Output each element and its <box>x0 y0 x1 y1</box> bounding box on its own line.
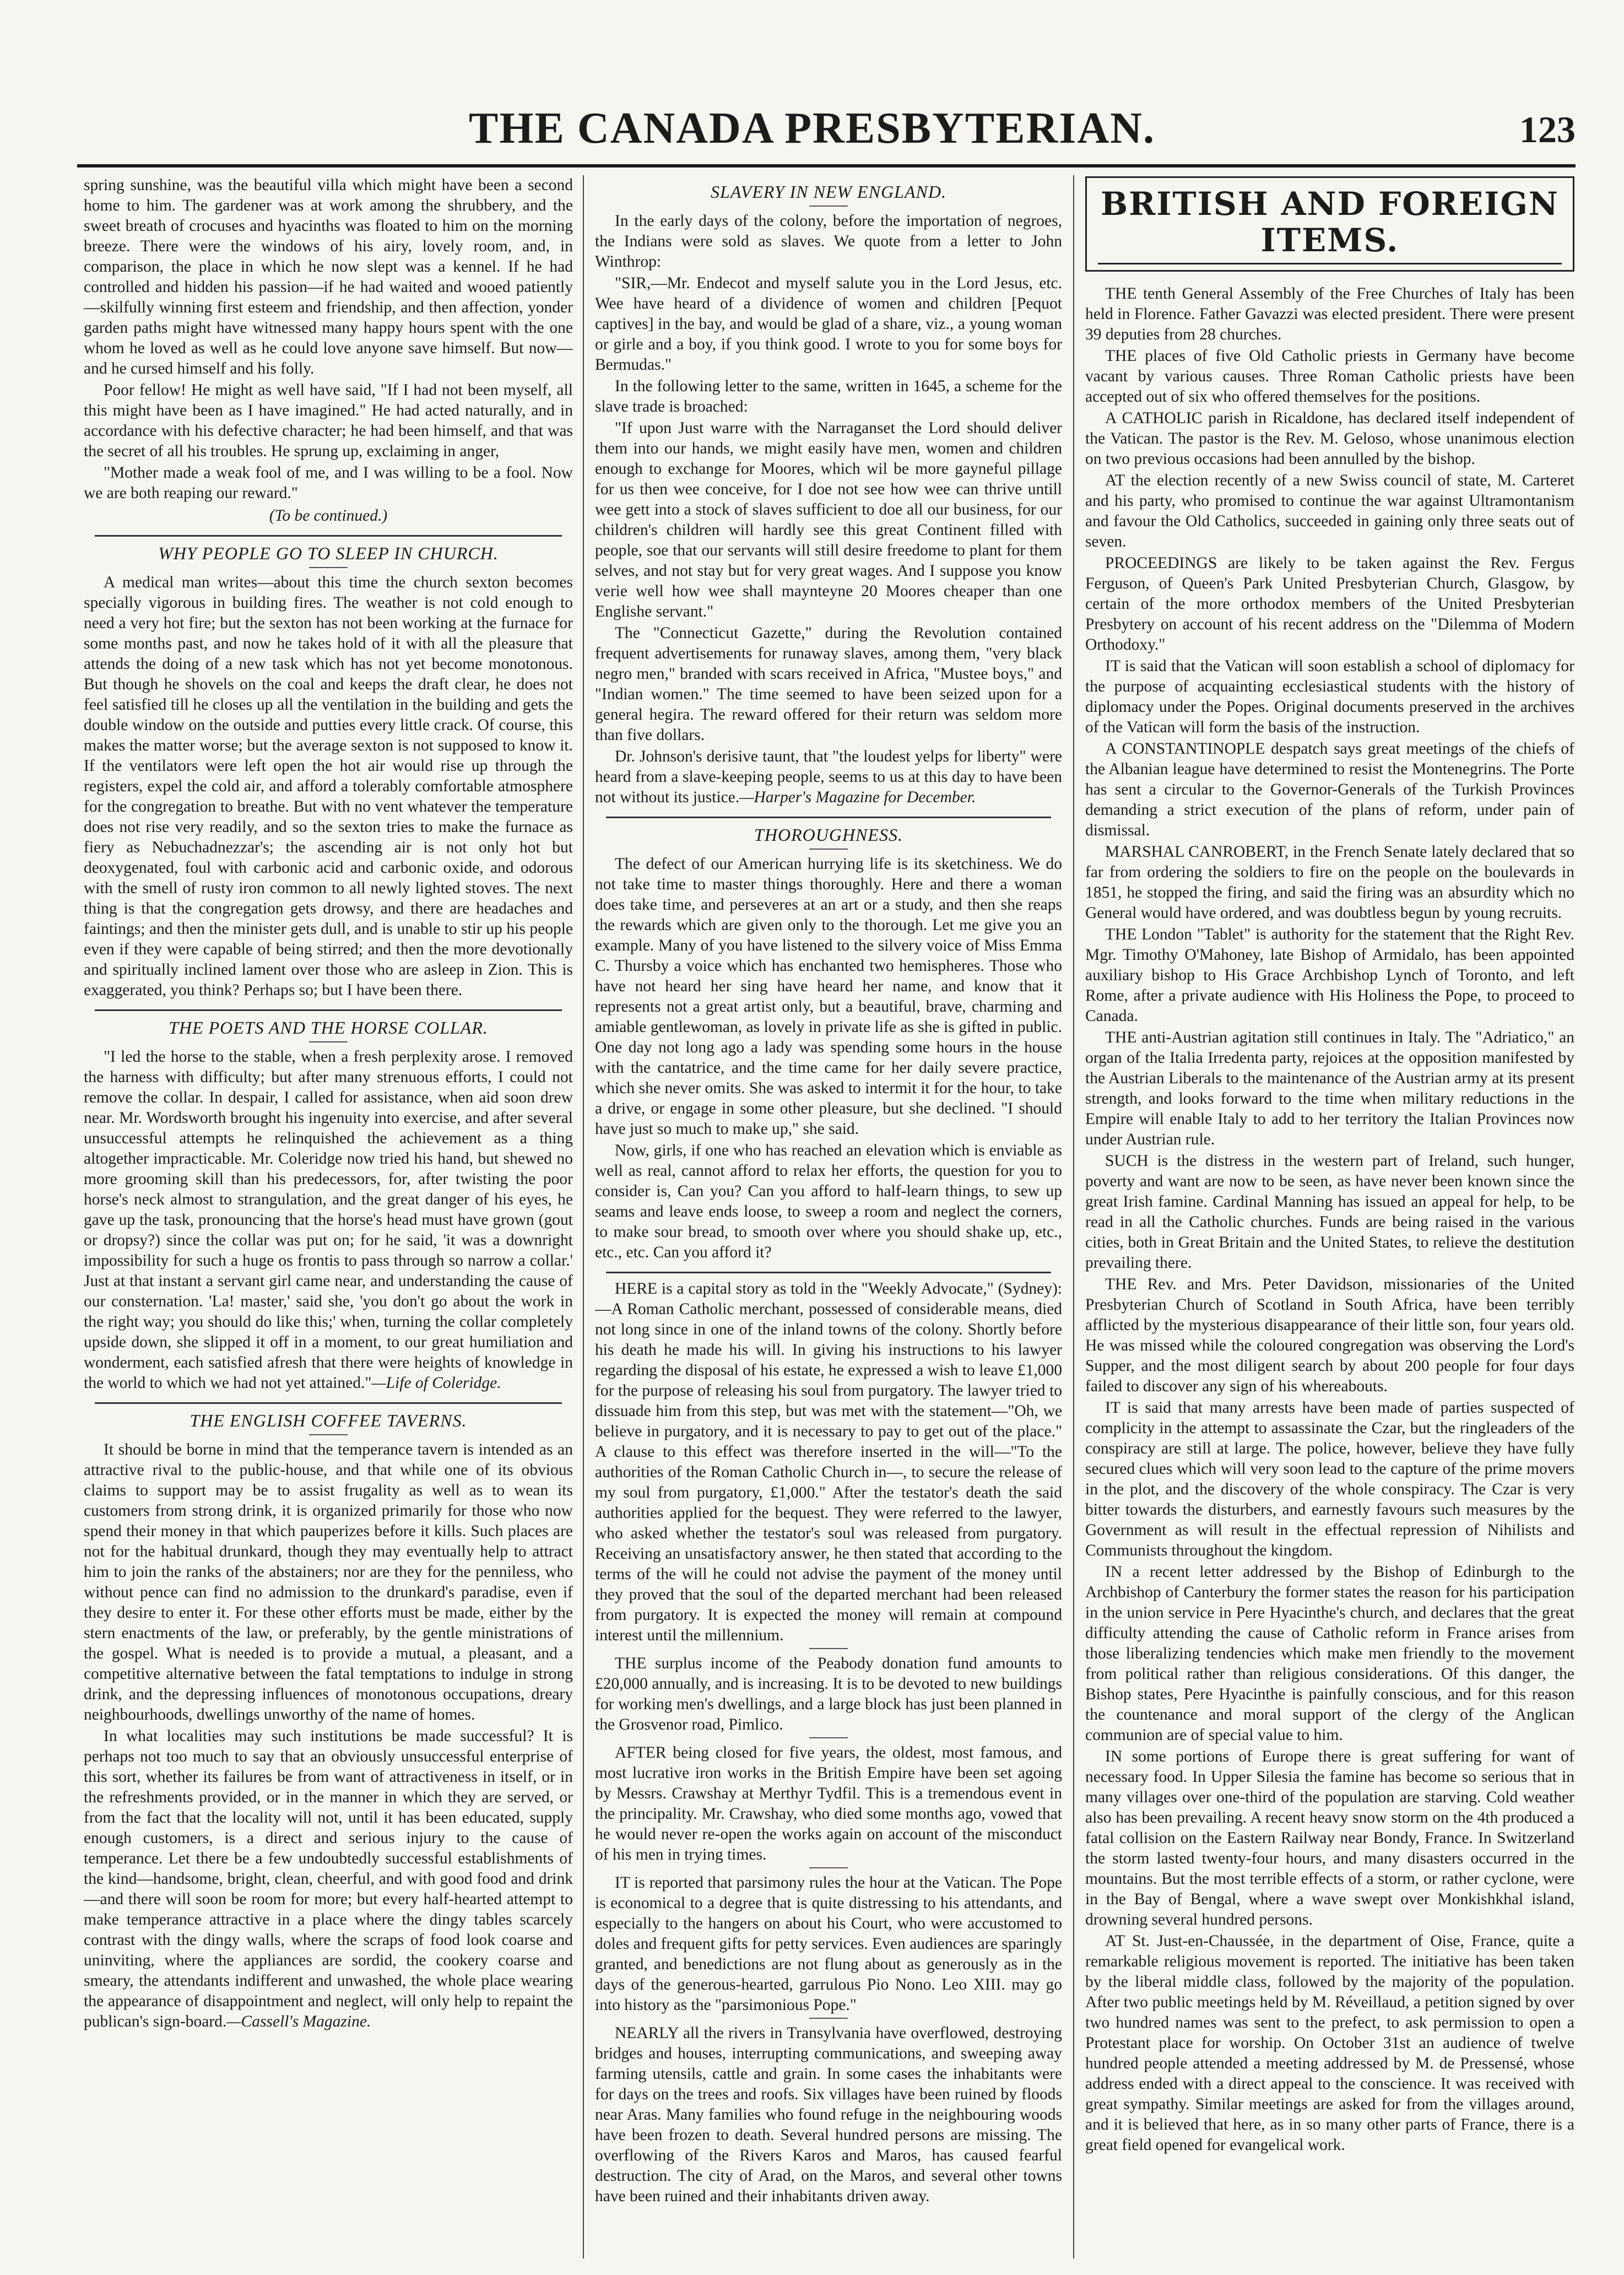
section-banner <box>1085 176 1574 272</box>
newspaper-title: THE CANADA PRESBYTERIAN. <box>469 104 1155 153</box>
item-rule <box>809 1737 848 1738</box>
news-item: A CATHOLIC parish in Ricaldone, has declared itself independent of the Vatican. The pastor is the Rev. M. Geloso, whose unanimous election on two previous occasions had been annulled by the bishop. <box>1085 409 1574 468</box>
section-separator <box>606 1272 1051 1273</box>
citation: —Harper's Magazine for December. <box>739 788 976 806</box>
article-title-thoroughness: THOROUGHNESS. <box>754 825 903 845</box>
item-rule <box>809 1648 848 1649</box>
news-item: IN a recent letter addressed by the Bishop of Edinburgh to the Archbishop of Canterbury the former states the reason for his participation in the union service in Pere Hyacinthe's church, and declares that the great difficulty attending the cause of Catholic reform in France arises from those liberalizing tendencies which make men friendly to the movement from political rather than religious considerations. Of this danger, the Bishop states, Pere Hyacinthe is painfully conscious, and for this reason the countenance and moral support of the clergy of the Anglican communion are of special value to him. <box>1085 1563 1574 1744</box>
header-rule <box>77 164 1576 167</box>
citation: —Life of Coleridge. <box>371 1374 501 1392</box>
news-item: MARSHAL CANROBERT, in the French Senate lately declared that so far from ordering the soldiers to fire on the people on the boulevards in 1851, he stopped the firing, and said the firing was an absurdity which no General would have ordered, and was doubtless begun by young recruits. <box>1085 843 1574 922</box>
page-header <box>0 0 1624 171</box>
news-item: NEARLY all the rivers in Transylvania have overflowed, destroying bridges and houses, interrupting communications, and sweeping away farming utensils, cattle and grain. In some cases the inhabitants were for days on the trees and roofs. Six villages have been ruined by floods near Aras. Many families who found refuge in the neighbouring woods have been frozen to death. Several hundred persons are missing. The overflowing of the Rivers Karos and Maros, has caused fearful destruction. The city of Arad, on the Maros, and several other towns have been ruined and their inhabitants driven away. <box>595 2024 1062 2205</box>
article-paragraph: In the early days of the colony, before the importation of negroes, the Indians were sold as slaves. We quote from a letter to John Winthrop: <box>595 212 1062 271</box>
news-item: THE anti-Austrian agitation still continues in Italy. The "Adriatico," an organ of the Italia Irredenta party, rejoices at the opposition manifested by the Austrian Liberals to the maintenance of the Austrian army at its present strength, and looks forward to the time when military reductions in the Empire will enable Italy to add to her territory the Italian Provinces now under Austrian rule. <box>1085 1029 1574 1148</box>
article-title-poets: THE POETS AND THE HORSE COLLAR. <box>169 1018 488 1037</box>
article-paragraph: In the following letter to the same, written in 1645, a scheme for the slave trade is broached: <box>595 377 1062 415</box>
story-paragraph: Poor fellow! He might as well have said, "If I had not been myself, all this might have been as I have imagined." He had acted naturally, and in accordance with his defective character; he had been himself, and that was the secret of all his troubles. He sprung up, exclaiming in anger, <box>84 381 573 460</box>
banner-title: BRITISH AND FOREIGN ITEMS. <box>1101 185 1559 259</box>
article-paragraph: "If upon Just warre with the Narraganset the Lord should deliver them into our hands, we might easily have men, women and children enough to exchange for Moores, which wil be more gayneful pillage for us then wee conceive, for I doe not see how wee can thrive untill wee gett into a stock of slaves sufficient to doe all our business, for our children's children will hardly see this great Continent filled with people, soe that our servants will still desire freedome to plant for them selves, and not stay but for very great wages. And I suppose you know verie well how wee shall maynteyne 20 Moores cheaper than one Englishe servant." <box>595 419 1062 620</box>
title-rule <box>309 1434 348 1435</box>
news-item: AT St. Just-en-Chaussée, in the department of Oise, France, quite a remarkable religious movement is reported. The initiative has been taken by the liberal middle class, followed by the majority of the population. After two public meetings held by M. Réveillaud, a petition signed by over two hundred names was sent to the prefect, to ask permission to open a Protestant place for worship. On October 31st an audience of twelve hundred people attended a meeting addressed by M. de Pressensé, whose address ended with a direct appeal to the conscience. It was received with great sympathy. Similar meetings are asked for from the villages around, and it is believed that here, as in so many other parts of France, there is a great field opened for evangelical work. <box>1085 1932 1574 2154</box>
news-item: PROCEEDINGS are likely to be taken against the Rev. Fergus Ferguson, of Queen's Park United Presbyterian Church, Glasgow, by certain of the more orthodox members of the United Presbyterian Presbytery on account of his recent address on the "Dilemma of Modern Orthodoxy." <box>1085 554 1574 653</box>
section-separator <box>95 1009 562 1011</box>
article-paragraph: A medical man writes—about this time the church sexton becomes specially vigorous in building fires. The weather is not cold enough to need a very hot fire; but the sexton has not been working at the furnace for some months past, and now he takes hold of it with all the pleasure that attends the doing of a new task which has not yet become monotonous. But though he shovels on the coal and keeps the draft clear, he does not feel satisfied till he closes up all the ventilation in the building and gets the double window on the outside and putties every little crack. Of course, this makes the matter worse; but the average sexton is not supposed to know it. If the ventilators were left open the hot air would rise up through the registers, expel the cold air, and afford a tolerably comfortable atmosphere for the congregation to breathe. But with no vent whatever the temperature does not rise very readily, and so the sexton tries to make the furnace as fiery as Nebuchadnezzar's; the ascending air is not only hot but deoxygenated, foul with carbonic acid and carbonic oxide, and odorous with the smell of rusty iron common to all newly lighted stoves. The next thing is that the congregation gets drowsy, and there are headaches and faintings; and then the minister gets dull, and is unable to stir up his people even if they were capable of being stirred; and then the more devotionally and spiritually inclined lament over those who are asleep in Zion. This is exaggerated, you think? Perhaps so; but I have been there. <box>84 574 573 999</box>
news-item: IT is said that the Vatican will soon establish a school of diplomacy for the purpose of acquainting ecclesiastical students with the history of diplomacy under the Popes. Original documents preserved in the archives of the Vatican will form the basis of the instruction. <box>1085 657 1574 736</box>
news-item: SUCH is the distress in the western part of Ireland, such hunger, poverty and want are now to be seen, as have never been known since the great Irish famine. Cardinal Manning has issued an appeal for help, to be read in all the Catholic churches. Funds are being raised in the various cities, both in Great Britain and the United States, to relieve the destitution prevailing there. <box>1085 1152 1574 1272</box>
article-paragraph <box>595 747 1062 808</box>
column-divider <box>583 175 584 2258</box>
news-item: HERE is a capital story as told in the "Weekly Advocate," (Sydney):—A Roman Catholic merchant, possessed of considerable means, died not long since in one of the inland towns of the colony. Shortly before his death he made his will. In giving his instructions to his lawyer regarding the disposal of his estate, he expressed a wish to leave £1,000 for the purpose of releasing his soul from purgatory. The lawyer tried to dissuade him from this step, but was met with the statement—"Oh, we believe in purgatory, and it is necessary to pay to get out of the place." A clause to this effect was therefore inserted in the will—"To the authorities of the Roman Catholic Church in—, to secure the release of my soul from purgatory, £1,000." After the testator's death the said authorities applied for the bequest. They were referred to the lawyer, who asked whether the testator's soul was released from purgatory. Receiving an unsatisfactory answer, he then stated that according to the terms of the will he could not advise the payment of the money until they proved that the soul of the departed merchant had been released from purgatory. It is expected the money will remain at compound interest until the millennium. <box>595 1280 1062 1644</box>
story-paragraph: spring sunshine, was the beautiful villa which might have been a second home to him. The gardener was at work among the shrubbery, and the sweet breath of crocuses and hyacinths was floated to him on the morning breeze. There were the windows of his airy, lovely room, and, in comparison, the place in which he now slept was a kennel. If he had controlled and hidden his passion—if he had waited and wooed patiently—skilfully winning first esteem and friendship, and then affection, yonder garden paths might have witnessed many happy hours spent with the one whom he loved as well as he could love anyone save himself. But now—and he cursed himself and his folly. <box>84 176 573 377</box>
article-text: "I led the horse to the stable, when a fresh perplexity arose. I removed the harness with difficulty; but after many strenuous efforts, I could not remove the collar. In despair, I called for assistance, when aid soon drew near. Mr. Wordsworth brought his ingenuity into exercise, and after several unsuccessful attempts he relinquished the achievement as a thing altogether impracticable. Mr. Coleridge now tried his hand, but shewed no more grooming skill than his predecessors, for, after twisting the poor horse's neck almost to strangulation, and the great danger of his eyes, he gave up the task, pronouncing that the horse's head must have grown (gout or dropsy?) since the collar was put on; for he said, 'it was a downright impossibility for such a huge os frontis to pass through so narrow a collar.' Just at that instant a servant girl came near, and understanding the cause of our consternation. 'La! master,' said she, 'you don't go about the work in the right way; you should do like this;' when, turning the collar completely upside down, she slipped it off in a moment, to our great humiliation and wonderment, each satisfied afresh that there were heights of knowledge in the world to which we had not yet attained." <box>84 1048 573 1392</box>
news-item: THE London "Tablet" is authority for the statement that the Right Rev. Mgr. Timothy O'Mahoney, late Bishop of Armidalo, has been appointed auxiliary bishop to His Grace Archbishop Lynch of Toronto, and left Rome, after a private audience with His Holiness the Pope, to proceed to Canada. <box>1085 926 1574 1025</box>
story-paragraph: "Mother made a weak fool of me, and I was willing to be a fool. Now we are both reaping our reward." <box>84 464 573 502</box>
section-separator <box>95 535 562 537</box>
article-title-coffee: THE ENGLISH COFFEE TAVERNS. <box>190 1411 467 1430</box>
article-title-slavery: SLAVERY IN NEW ENGLAND. <box>711 182 946 202</box>
article-paragraph <box>84 1047 573 1393</box>
article-paragraph: The "Connecticut Gazette," during the Revolution contained frequent advertisements for runaway slaves, among them, "very black negro men," branded with scars received in Africa, "Mustee boys," and "Indian women." The time seemed to have been seized upon for a general hegira. The reward offered for their return was seldom more than five dollars. <box>595 624 1062 744</box>
article-paragraph: The defect of our American hurrying life is its sketchiness. We do not take time to master things thoroughly. Here and there a woman does take time, and perseveres at an art or a study, and then she reaps the rewards which are given only to the thorough. Let me give you an example. Many of you have listened to the silvery voice of Miss Emma C. Thursby a voice which has enchanted two hemispheres. Those who have not heard her sing have heard her name, and know that it represents not a great artist only, but a beautiful, brave, charming and amiable gentlewoman, as lovely in private life as she is gifted in public. One day not long ago a lady was spending some hours in the house with the cantatrice, and the time came for her daily severe practice, which she never omits. She was asked to intermit it for the hour, to take a drive, or engage in some other pleasure, but she declined. "I should have just so much to make up," she said. <box>595 855 1062 1138</box>
news-item: THE places of five Old Catholic priests in Germany have become vacant by various causes. Three Roman Catholic priests have been accepted out of six who offered themselves for the positions. <box>1085 347 1574 406</box>
title-rule <box>309 1041 348 1042</box>
news-item: IT is said that many arrests have been made of parties suspected of complicity in the attempt to assassinate the Czar, but the ringleaders of the conspiracy are still at large. The police, however, believe they have fully secured clues which will very soon lead to the capture of the prime movers in the plot, and the discovery of the whole conspiracy. The Czar is very bitter towards the disturbers, and earnestly favours such measures by the Government as will result in the effectual repression of Nihilists and Communists throughout the kingdom. <box>1085 1399 1574 1559</box>
page-number: 123 <box>1519 109 1576 150</box>
news-item: A CONSTANTINOPLE despatch says great meetings of the chiefs of the Albanian league have determined to resist the Montenegrins. The Porte has sent a circular to the Governor-Generals of the Turkish Provinces demanding a strict execution of the plans of reform, under pain of dismissal. <box>1085 740 1574 839</box>
column-divider <box>1073 175 1074 2258</box>
news-item: AFTER being closed for five years, the oldest, most famous, and most lucrative iron works in the British Empire have been set agoing by Messrs. Crawshay at Merthyr Tydfil. This is a tremendous event in the principality. Mr. Crawshay, who died some months ago, vowed that he would never re-open the works again on account of the misconduct of his men in trying times. <box>595 1744 1062 1863</box>
news-item: THE tenth General Assembly of the Free Churches of Italy has been held in Florence. Father Gavazzi was elected president. There were present 39 deputies from 28 churches. <box>1085 285 1574 343</box>
banner-rule <box>1098 263 1562 264</box>
article-text: Dr. Johnson's derisive taunt, that "the loudest yelps for liberty" were heard from a slave-keeping people, seems to us at this day to have been not without its justice. <box>595 748 1062 806</box>
article-paragraph: "SIR,—Mr. Endecot and myself salute you in the Lord Jesus, etc. Wee have heard of a dividence of women and children [Pequot captives] in the bay, and would be glad of a share, viz., a young woman or girle and a boy, if you think good. I wrote to you for some boys for Bermudas." <box>595 274 1062 374</box>
news-item: THE Rev. and Mrs. Peter Davidson, missionaries of the United Presbyterian Church of Scotland in South Africa, have been terribly afflicted by the mysterious disappearance of their little son, four years old. He was missed while the coloured congregation was observing the Lord's Supper, and the most diligent search by about 200 people for four days failed to discover any sign of his whereabouts. <box>1085 1276 1574 1395</box>
news-item: AT the election recently of a new Swiss council of state, M. Carteret and his party, who promised to continue the war against Ultramontanism and favour the Old Catholics, succeeded in gaining only three seats out of seven. <box>1085 472 1574 550</box>
news-item: THE surplus income of the Peabody donation fund amounts to £20,000 annually, and is increasing. It is to be devoted to new buildings for working men's dwellings, and a large block has just been planned in the Grosvenor road, Pimlico. <box>595 1655 1062 1733</box>
article-title-sleep: WHY PEOPLE GO TO SLEEP IN CHURCH. <box>158 543 499 563</box>
column-1 <box>84 175 573 2258</box>
item-rule <box>809 2018 848 2019</box>
title-rule <box>809 849 848 850</box>
section-separator <box>95 1402 562 1404</box>
article-paragraph: It should be borne in mind that the temperance tavern is intended as an attractive rival to the public-house, and that while one of its obvious claims to support may be to assist frugality as well as to wean its customers from strong drink, it is organized primarily for those who now spend their money in that which pauperizes before it kills. Such places are not for the habitual drunkard, though they may eventually help to attract him to join the ranks of the abstainers; nor are they for the penniless, who without pence can find no admission to the drunkard's paradise, even if they desire to enter it. For these other efforts must be made, either by the stern enactments of the law, or preferably, by the gentle ministrations of the gospel. What is needed is to provide a mutual, a pleasant, and a competitive alternative between the fatal temptations to indulge in strong drink, and the depressing influences of monotonous occupations, dreary neighbourhoods, dwellings unworthy of the name of homes. <box>84 1441 573 1723</box>
item-rule <box>809 1867 848 1868</box>
section-separator <box>606 817 1051 818</box>
news-item: IN some portions of Europe there is great suffering for want of necessary food. In Upper Silesia the famine has become so serious that in many villages over one-third of the population are starving. Cold weather also has been prevailing. A recent heavy snow storm on the 4th produced a fatal collision on the Eastern Railway near Bondy, France. In Switzerland the storm lasted twenty-four hours, and many disasters occurred in the mountains. But the most terrible effects of a storm, or rather cyclone, were in the Bay of Bengal, where a wave swept over Monkishkhal island, drowning several hundred persons. <box>1085 1748 1574 1928</box>
article-paragraph <box>84 1726 573 2032</box>
column-3 <box>1085 175 1574 2258</box>
title-rule <box>309 567 348 568</box>
column-2 <box>595 175 1062 2258</box>
to-be-continued: (To be continued.) <box>269 507 388 525</box>
citation: —Cassell's Magazine. <box>226 2013 371 2030</box>
title-rule <box>809 206 848 207</box>
article-paragraph: Now, girls, if one who has reached an elevation which is enviable as well as real, cannot afford to relax her efforts, the question for you to consider is, Can you? Can you afford to half-learn things, to sew up seams and leave ends loose, to sweep a room and neglect the corners, to make sour bread, to smooth over where you should shake up, etc., etc., etc. Can you afford it? <box>595 1142 1062 1261</box>
article-text: In what localities may such institutions be made successful? It is perhaps not too much to say that an obviously unsuccessful enterprise of this sort, whether its failures be from want of attractiveness in itself, or in the refreshments provided, or in the manner in which they are served, or from the fact that the locality will not, until it has been educated, supply enough customers, is a direct and serious injury to the cause of temperance. Let there be a few undoubtedly successful establishments of the kind—handsome, bright, clean, cheerful, and with good food and drink—and there will soon be room for more; but every half-hearted attempt to make temperance attractive in a place where the dingy tables scarcely contrast with the dingy walls, where the scraps of food look coarse and uninviting, where the appliances are sordid, the cookery coarse and smeary, the attendants indifferent and unwashed, the whole place wearing the appearance of disappointment and neglect, will only help to repaint the publican's sign-board. <box>84 1727 573 2030</box>
news-item: IT is reported that parsimony rules the hour at the Vatican. The Pope is economical to a degree that is quite distressing to his attendants, and especially to the hangers on about his Court, who were accustomed to doles and frequent gifts for petty services. Even audiences are sparingly granted, and benedictions are not flung about as generously as in the days of the generous-hearted, garrulous Pio Nono. Leo XIII. may go into history as the "parsimonious Pope." <box>595 1874 1062 2014</box>
